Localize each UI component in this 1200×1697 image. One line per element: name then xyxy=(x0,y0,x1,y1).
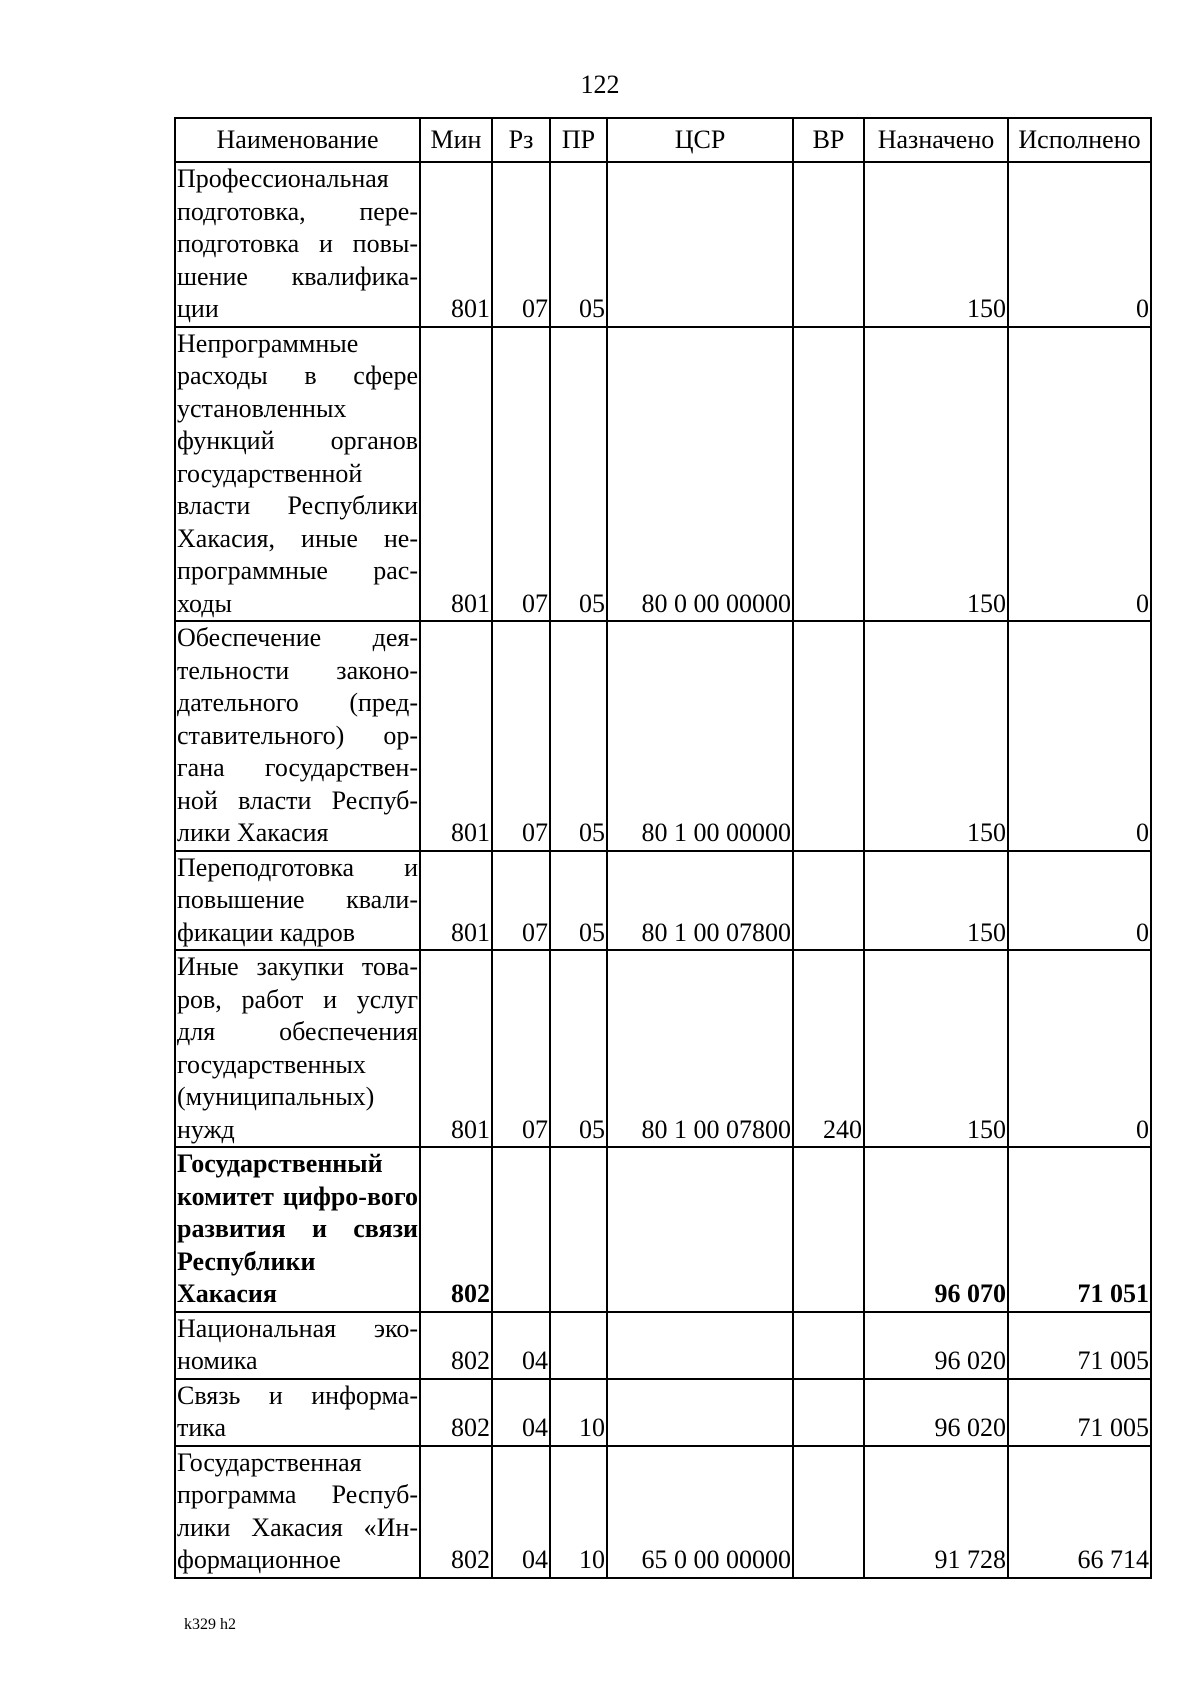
cell-assigned: 150 xyxy=(864,621,1008,851)
col-pr-header: ПР xyxy=(550,118,607,162)
cell-vr xyxy=(793,1312,864,1379)
cell-rz: 07 xyxy=(492,162,550,327)
cell-csr xyxy=(607,1312,793,1379)
table-row xyxy=(175,621,1151,851)
cell-csr xyxy=(607,1379,793,1446)
cell-pr: 05 xyxy=(550,162,607,327)
col-name-header: Наименование xyxy=(175,118,420,162)
cell-vr xyxy=(793,162,864,327)
cell-rz: 07 xyxy=(492,950,550,1147)
cell-pr: 10 xyxy=(550,1446,607,1578)
budget-table xyxy=(174,117,1152,1579)
cell-pr: 05 xyxy=(550,851,607,951)
cell-min: 802 xyxy=(420,1312,492,1379)
table-header-row xyxy=(175,118,1151,162)
cell-vr xyxy=(793,1147,864,1312)
footer-code: k329 h2 xyxy=(184,1616,236,1633)
cell-assigned: 150 xyxy=(864,950,1008,1147)
col-assigned-header: Назначено xyxy=(864,118,1008,162)
cell-min: 802 xyxy=(420,1379,492,1446)
table-row xyxy=(175,950,1151,1147)
col-min-header: Мин xyxy=(420,118,492,162)
table-body xyxy=(175,162,1151,1578)
cell-pr: 05 xyxy=(550,950,607,1147)
cell-rz: 07 xyxy=(492,621,550,851)
cell-name: Государственная программа Респуб-лики Хакасия «Ин-формационное xyxy=(175,1446,420,1578)
cell-min: 801 xyxy=(420,851,492,951)
cell-vr xyxy=(793,621,864,851)
cell-pr xyxy=(550,1312,607,1379)
cell-executed: 0 xyxy=(1008,950,1151,1147)
table-row xyxy=(175,1446,1151,1578)
cell-csr: 80 1 00 07800 xyxy=(607,950,793,1147)
cell-name: Иные закупки това-ров, работ и услуг для обеспечения государственных (муниципальных) нужд xyxy=(175,950,420,1147)
table-row xyxy=(175,1147,1151,1312)
cell-rz: 04 xyxy=(492,1379,550,1446)
col-rz-header: Рз xyxy=(492,118,550,162)
cell-name: Государственный комитет цифро-вого развития и связи Республики Хакасия xyxy=(175,1147,420,1312)
col-executed-header: Исполнено xyxy=(1008,118,1151,162)
cell-rz: 04 xyxy=(492,1446,550,1578)
col-vr-header: ВР xyxy=(793,118,864,162)
cell-pr: 05 xyxy=(550,621,607,851)
cell-csr: 65 0 00 00000 xyxy=(607,1446,793,1578)
col-csr-header: ЦСР xyxy=(607,118,793,162)
cell-executed: 0 xyxy=(1008,327,1151,622)
cell-vr xyxy=(793,1379,864,1446)
cell-vr xyxy=(793,1446,864,1578)
cell-name: Профессиональная подготовка, пере-подготовка и повы-шение квалифика-ции xyxy=(175,162,420,327)
table-row xyxy=(175,327,1151,622)
page-number: 122 xyxy=(580,70,620,99)
cell-rz: 04 xyxy=(492,1312,550,1379)
cell-pr: 10 xyxy=(550,1379,607,1446)
cell-min: 802 xyxy=(420,1446,492,1578)
cell-assigned: 150 xyxy=(864,162,1008,327)
cell-rz xyxy=(492,1147,550,1312)
cell-csr: 80 1 00 00000 xyxy=(607,621,793,851)
cell-executed: 0 xyxy=(1008,851,1151,951)
cell-name: Национальная эко-номика xyxy=(175,1312,420,1379)
cell-csr xyxy=(607,162,793,327)
cell-vr: 240 xyxy=(793,950,864,1147)
cell-executed: 66 714 xyxy=(1008,1446,1151,1578)
cell-csr: 80 0 00 00000 xyxy=(607,327,793,622)
cell-executed: 71 005 xyxy=(1008,1312,1151,1379)
cell-executed: 0 xyxy=(1008,621,1151,851)
cell-rz: 07 xyxy=(492,851,550,951)
cell-assigned: 150 xyxy=(864,851,1008,951)
cell-min: 801 xyxy=(420,162,492,327)
cell-pr: 05 xyxy=(550,327,607,622)
cell-assigned: 96 070 xyxy=(864,1147,1008,1312)
cell-assigned: 96 020 xyxy=(864,1312,1008,1379)
cell-executed: 71 051 xyxy=(1008,1147,1151,1312)
cell-csr xyxy=(607,1147,793,1312)
cell-name: Связь и информа-тика xyxy=(175,1379,420,1446)
cell-csr: 80 1 00 07800 xyxy=(607,851,793,951)
cell-pr xyxy=(550,1147,607,1312)
cell-min: 801 xyxy=(420,950,492,1147)
cell-assigned: 91 728 xyxy=(864,1446,1008,1578)
cell-vr xyxy=(793,327,864,622)
table-row xyxy=(175,851,1151,951)
cell-executed: 71 005 xyxy=(1008,1379,1151,1446)
cell-name: Переподготовка и повышение квали-фикации кадров xyxy=(175,851,420,951)
cell-min: 801 xyxy=(420,621,492,851)
table-row xyxy=(175,162,1151,327)
cell-name: Обеспечение дея-тельности законо-дательного (пред-ставительного) ор-гана государствен-ной власти Респуб-лики Хакасия xyxy=(175,621,420,851)
cell-rz: 07 xyxy=(492,327,550,622)
cell-assigned: 96 020 xyxy=(864,1379,1008,1446)
table-row xyxy=(175,1379,1151,1446)
cell-executed: 0 xyxy=(1008,162,1151,327)
cell-min: 802 xyxy=(420,1147,492,1312)
cell-name: Непрограммные расходы в сфере установленных функций органов государственной власти Республики Хакасия, иные не-программные рас-ходы xyxy=(175,327,420,622)
cell-assigned: 150 xyxy=(864,327,1008,622)
cell-min: 801 xyxy=(420,327,492,622)
cell-vr xyxy=(793,851,864,951)
table-row xyxy=(175,1312,1151,1379)
